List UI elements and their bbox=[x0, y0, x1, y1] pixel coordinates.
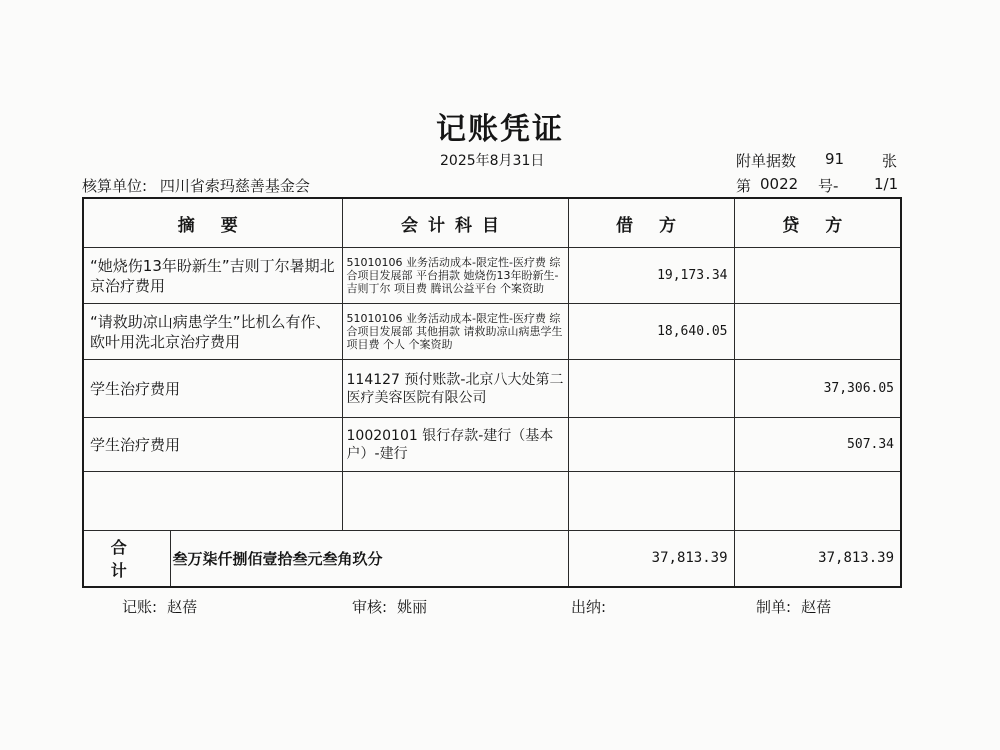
header-credit: 贷 方 bbox=[734, 198, 901, 248]
row-account: 51010106 业务活动成本-限定性-医疗费 综合项目发展部 平台捐款 她烧伤13年盼新生-吉则丁尔 项目费 腾讯公益平台 个案资助 bbox=[342, 248, 568, 304]
reviewer-label: 审核: bbox=[352, 598, 388, 616]
header-debit: 借 方 bbox=[568, 198, 734, 248]
total-debit: 37,813.39 bbox=[568, 531, 734, 587]
signature-bookkeeper bbox=[122, 596, 197, 617]
attachment-unit: 张 bbox=[882, 152, 898, 170]
row-debit bbox=[568, 360, 734, 418]
row-summary: “她烧伤13年盼新生”吉则丁尔暑期北京治疗费用 bbox=[83, 248, 342, 304]
row-summary bbox=[83, 472, 342, 531]
row-credit bbox=[734, 472, 901, 531]
header-account: 会计科目 bbox=[342, 198, 568, 248]
row-account: 10020101 银行存款-建行（基本户）-建行 bbox=[342, 418, 568, 472]
table-row bbox=[83, 418, 901, 472]
voucher-page: 1/1 bbox=[874, 175, 899, 193]
row-account: 51010106 业务活动成本-限定性-医疗费 综合项目发展部 其他捐款 请救助凉山病患学生 项目费 个人 个案资助 bbox=[342, 304, 568, 360]
table-row bbox=[83, 304, 901, 360]
row-credit bbox=[734, 248, 901, 304]
accounting-unit-name: 四川省索玛慈善基金会 bbox=[159, 177, 310, 195]
row-credit: 507.34 bbox=[734, 418, 901, 472]
row-summary: 学生治疗费用 bbox=[83, 360, 342, 418]
table-row bbox=[83, 360, 901, 418]
voucher-title: 记账凭证 bbox=[436, 112, 564, 147]
voucher-date: 2025年8月31日 bbox=[440, 153, 545, 169]
row-debit bbox=[568, 418, 734, 472]
attachment-number: 91 bbox=[825, 150, 845, 168]
bookkeeper-label: 记账: bbox=[122, 598, 158, 616]
signature-reviewer bbox=[352, 596, 427, 617]
total-in-words: 叁万柒仟捌佰壹拾叁元叁角玖分 bbox=[170, 531, 568, 587]
row-account bbox=[342, 472, 568, 531]
signature-preparer bbox=[756, 596, 831, 617]
total-label: 合 计 bbox=[83, 531, 170, 587]
row-account: 114127 预付账款-北京八大处第二医疗美容医院有限公司 bbox=[342, 360, 568, 418]
voucher-number-value: 0022 bbox=[760, 175, 799, 193]
row-debit: 18,640.05 bbox=[568, 304, 734, 360]
header-summary: 摘 要 bbox=[83, 198, 342, 248]
voucher-prefix: 第 bbox=[736, 177, 752, 195]
total-row bbox=[83, 531, 901, 587]
accounting-unit bbox=[82, 175, 310, 196]
bookkeeper-name: 赵蓓 bbox=[167, 598, 198, 616]
row-credit bbox=[734, 304, 901, 360]
row-debit bbox=[568, 472, 734, 531]
table-row-empty bbox=[83, 472, 901, 531]
row-summary: “请救助凉山病患学生”比机么有作、欧叶用洗北京治疗费用 bbox=[83, 304, 342, 360]
preparer-name: 赵蓓 bbox=[801, 598, 832, 616]
row-debit: 19,173.34 bbox=[568, 248, 734, 304]
voucher-suffix: 号- bbox=[818, 177, 839, 195]
row-summary: 学生治疗费用 bbox=[83, 418, 342, 472]
total-credit: 37,813.39 bbox=[734, 531, 901, 587]
reviewer-name: 姚丽 bbox=[397, 598, 428, 616]
cashier-label: 出纳: bbox=[571, 598, 607, 616]
accounting-unit-label: 核算单位: bbox=[82, 177, 148, 195]
signature-cashier bbox=[571, 596, 616, 617]
attachment-label: 附单据数 bbox=[736, 152, 797, 170]
voucher-table bbox=[82, 197, 902, 588]
preparer-label: 制单: bbox=[756, 598, 792, 616]
row-credit: 37,306.05 bbox=[734, 360, 901, 418]
table-row bbox=[83, 248, 901, 304]
